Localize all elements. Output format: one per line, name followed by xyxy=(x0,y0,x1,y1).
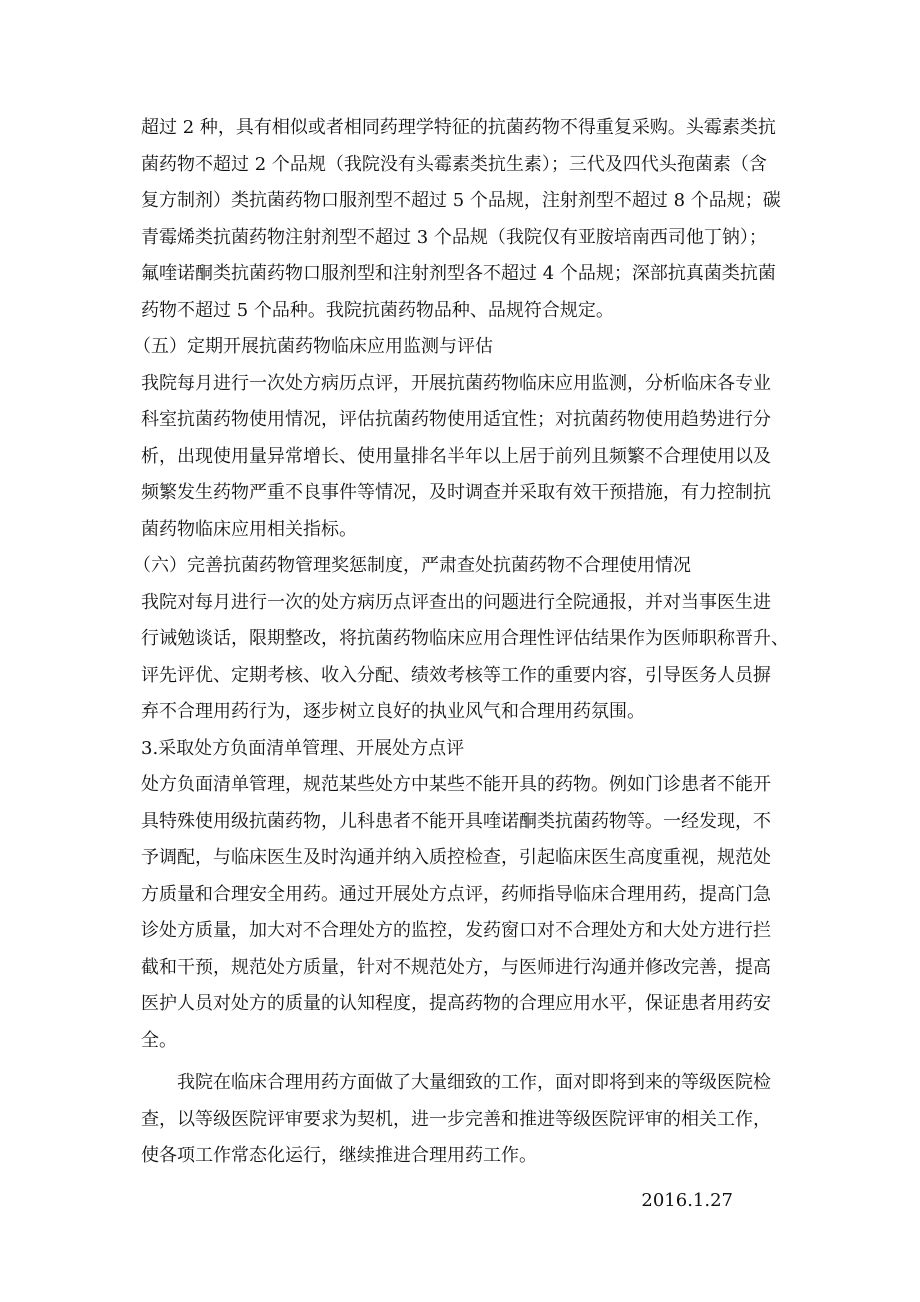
text-line: 评先评优、定期考核、收入分配、绩效考核等工作的重要内容，引导医务人员摒 xyxy=(141,664,771,686)
section-heading-5: （五）定期开展抗菌药物临床应用监测与评估 xyxy=(133,336,493,357)
text-line: 全。 xyxy=(141,1029,177,1051)
section-heading-6: （六）完善抗菌药物管理奖惩制度，严肃查处抗菌药物不合理使用情况 xyxy=(133,555,691,576)
text-line: 科室抗菌药物使用情况，评估抗菌药物使用适宜性；对抗菌药物使用趋势进行分 xyxy=(141,409,771,430)
section-heading-3: 3.采取处方负面清单管理、开展处方点评 xyxy=(141,737,465,759)
text-line: 析，出现使用量异常增长、使用量排名半年以上居于前列且频繁不合理使用以及 xyxy=(141,445,771,467)
text-line: 处方负面清单管理，规范某些处方中某些不能开具的药物。例如门诊患者不能开 xyxy=(141,774,771,795)
paragraph-rewards-penalties xyxy=(141,585,791,731)
text-line: 药物不超过 5 个品种。我院抗菌药物品种、品规符合规定。 xyxy=(141,299,614,321)
text-line: 予调配，与临床医生及时沟通并纳入质控检查，引起临床医生高度重视，规范处 xyxy=(141,847,771,868)
text-line: 复方制剂）类抗菌药物口服剂型不超过 5 个品规，注射剂型不超过 8 个品规；碳 xyxy=(141,190,781,211)
paragraph-prescription-review xyxy=(141,767,791,1059)
paragraph-conclusion xyxy=(141,1065,791,1175)
text-line: 我院在临床合理用药方面做了大量细致的工作，面对即将到来的等级医院检 xyxy=(177,1072,771,1093)
text-line: 具特殊使用级抗菌药物，儿科患者不能开具喹诺酮类抗菌药物等。一经发现，不 xyxy=(141,810,771,832)
text-line: 截和干预，规范处方质量，针对不规范处方，与医师进行沟通并修改完善，提高 xyxy=(141,956,771,978)
text-line: 我院对每月进行一次的处方病历点评查出的问题进行全院通报，并对当事医生进 xyxy=(141,591,771,613)
text-line: 氟喹诺酮类抗菌药物口服剂型和注射剂型各不超过 4 个品规；深部抗真菌类抗菌 xyxy=(141,263,776,284)
document-page xyxy=(133,110,791,1219)
text-line: 菌药物不超过 2 个品规（我院没有头霉素类抗生素）；三代及四代头孢菌素（含 xyxy=(141,153,767,175)
text-line: 青霉烯类抗菌药物注射剂型不超过 3 个品规（我院仅有亚胺培南西司他丁钠）； xyxy=(141,226,767,248)
document-date: 2016.1.27 xyxy=(641,1189,733,1211)
paragraph-monitoring xyxy=(141,366,791,549)
text-line: 我院每月进行一次处方病历点评，开展抗菌药物临床应用监测，分析临床各专业 xyxy=(141,372,771,394)
text-line: 医护人员对处方的质量的认知程度，提高药物的合理应用水平，保证患者用药安 xyxy=(141,993,771,1014)
text-line: 弃不合理用药行为，逐步树立良好的执业风气和合理用药氛围。 xyxy=(141,701,645,722)
text-line: 行诫勉谈话，限期整改，将抗菌药物临床应用合理性评估结果作为医师职称晋升、 xyxy=(141,628,789,649)
paragraph-antibiotic-procurement xyxy=(141,110,791,329)
text-line: 超过 2 种，具有相似或者相同药理学特征的抗菌药物不得重复采购。头霉素类抗 xyxy=(141,117,776,138)
text-line: 菌药物临床应用相关指标。 xyxy=(141,518,357,540)
text-line: 方质量和合理安全用药。通过开展处方点评，药师指导临床合理用药，提高门急 xyxy=(141,883,771,905)
text-line: 诊处方质量，加大对不合理处方的监控，发药窗口对不合理处方和大处方进行拦 xyxy=(141,920,771,941)
text-line: 频繁发生药物严重不良事件等情况，及时调查并采取有效干预措施，有力控制抗 xyxy=(141,482,771,503)
text-line: 查，以等级医院评审要求为契机，进一步完善和推进等级医院评审的相关工作， xyxy=(141,1108,771,1130)
text-line: 使各项工作常态化运行，继续推进合理用药工作。 xyxy=(141,1145,537,1166)
